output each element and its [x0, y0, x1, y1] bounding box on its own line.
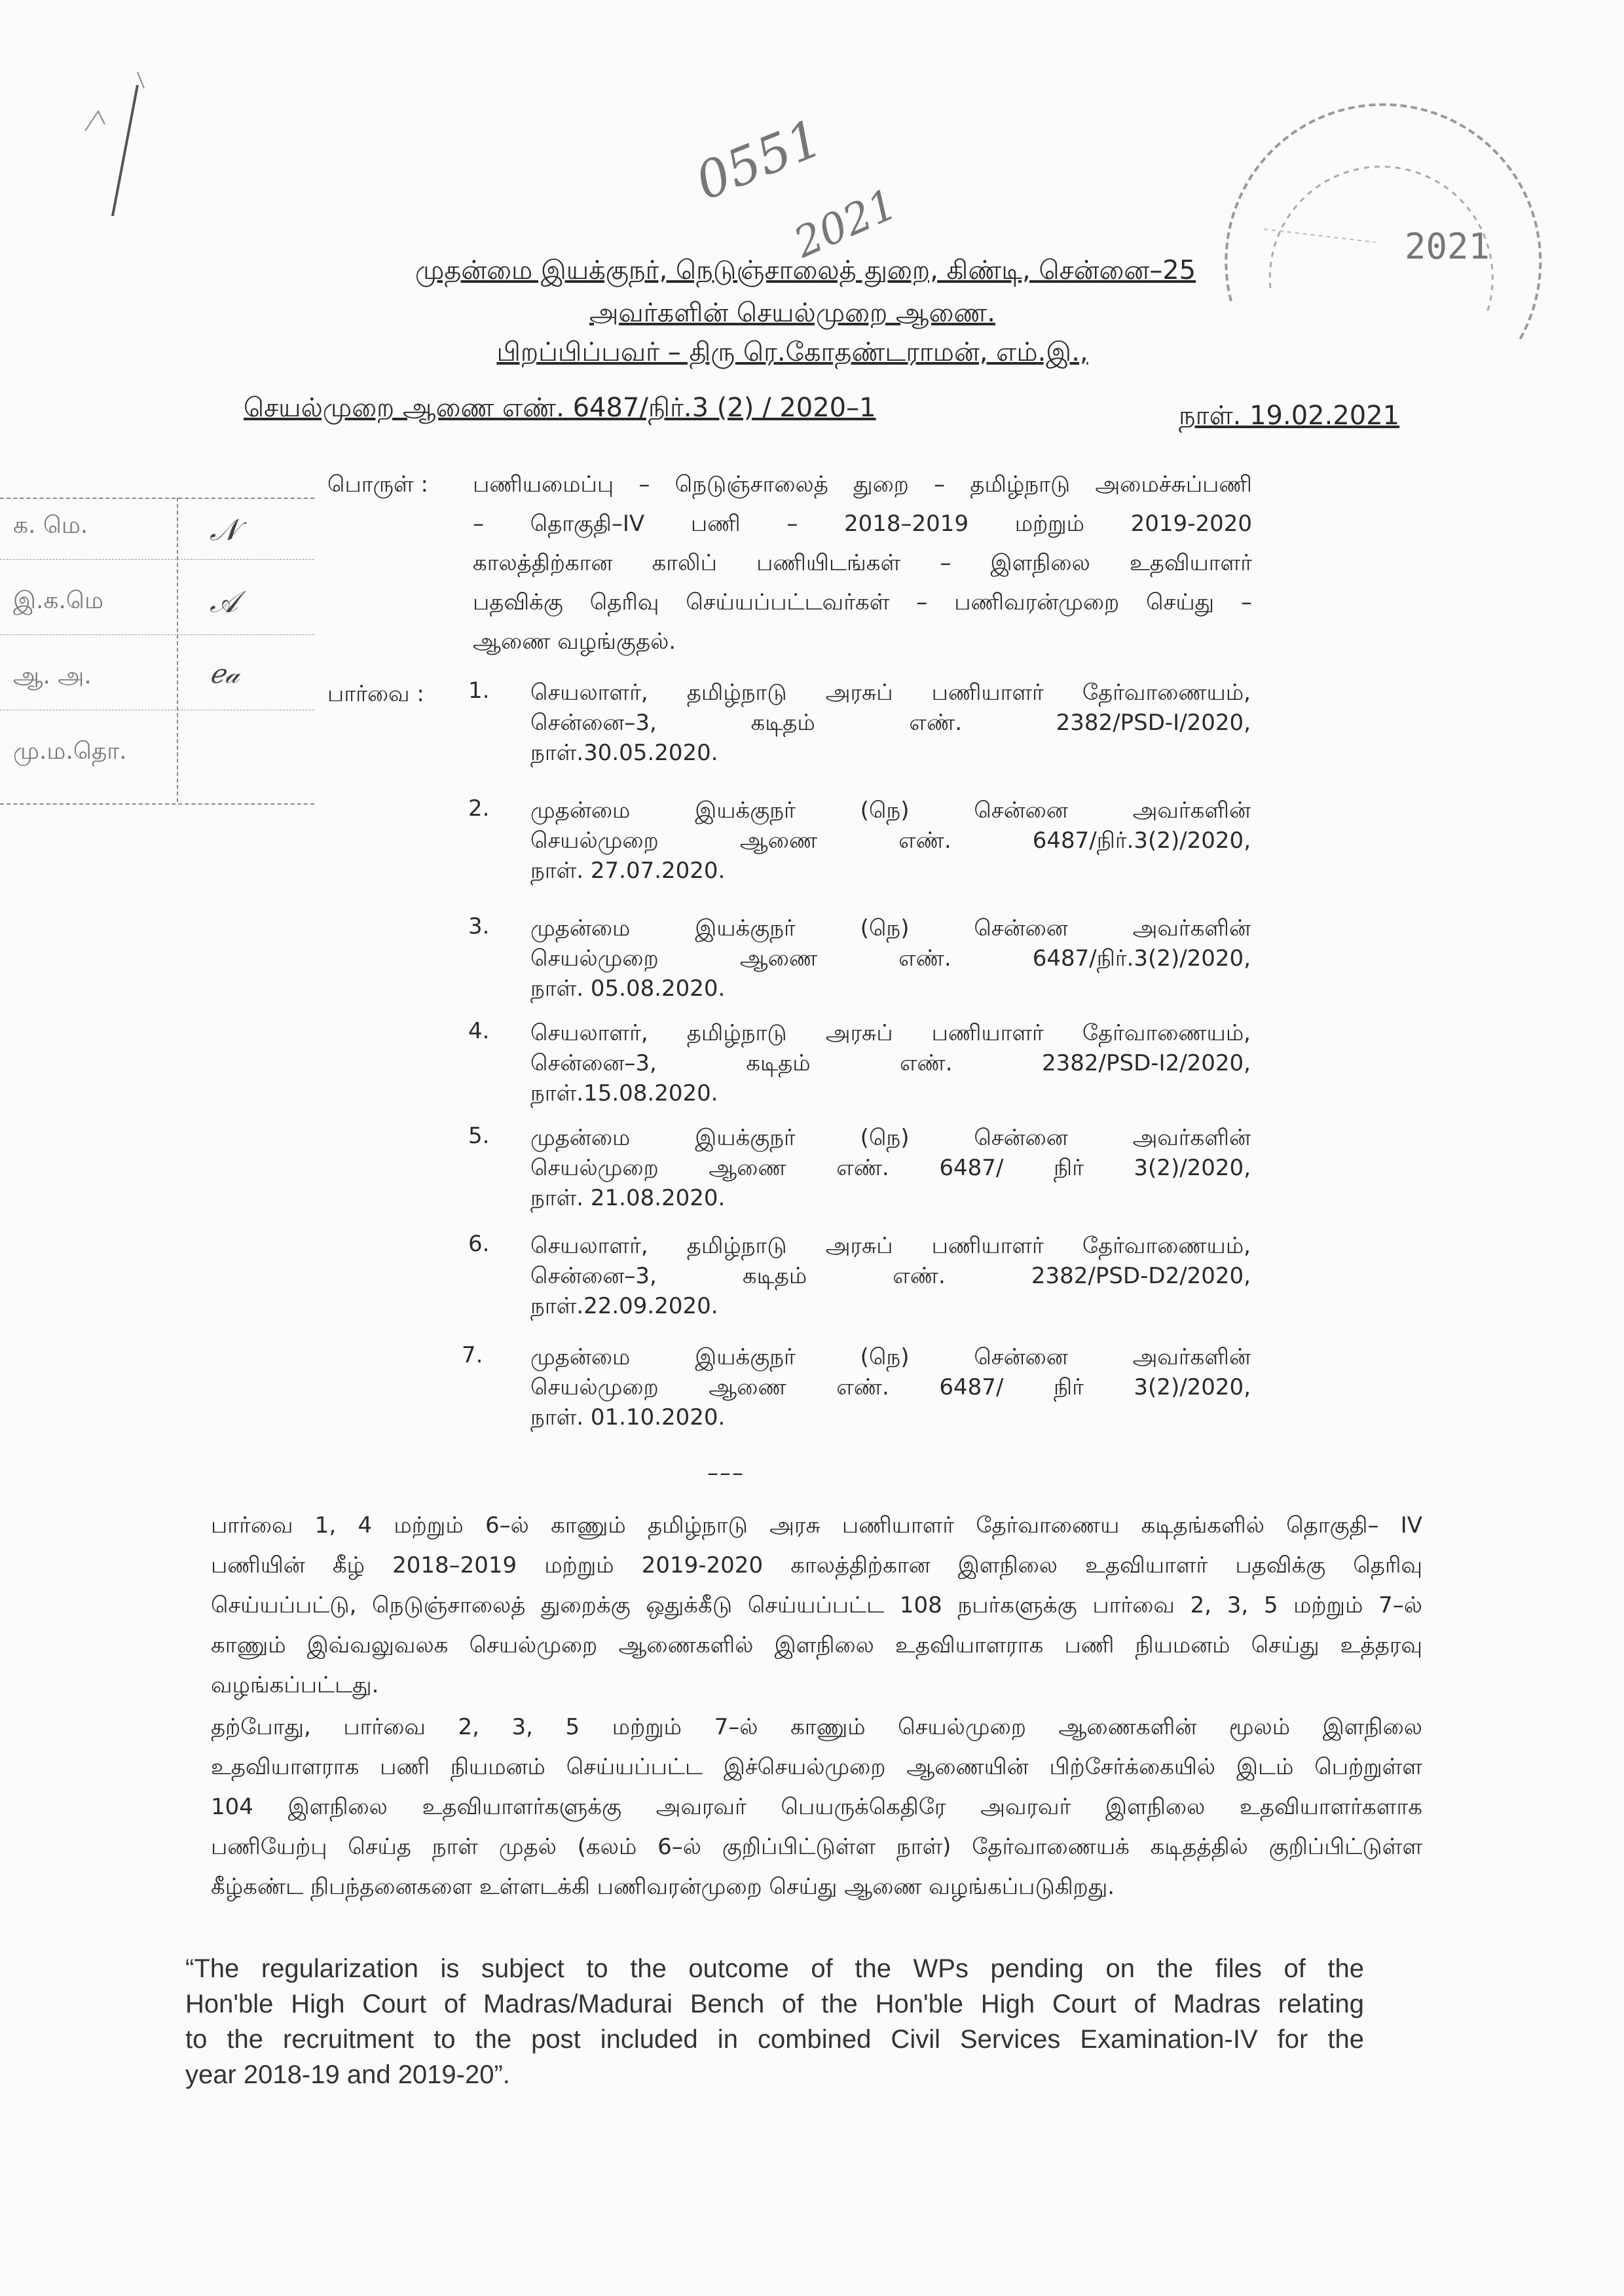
- reference-number: 3.: [468, 913, 490, 939]
- body-paragraph-2: தற்போது, பார்வை 2, 3, 5 மற்றும் 7–ல் காணும் செயல்முறை ஆணைகளின் மூலம் இளநிலை உதவியாளராக பணி நியமனம் செய்யப்பட்ட இச்செயல்முறை ஆணையின் பிற்சேர்க்கையில் இடம் பெற்றுள்ள 104 இளநிலை உதவியாளர்களுக்கு அவரவர் பெயருக்கெதிரே அவரவர் இளநிலை உதவியாளர்களாக பணியேற்பு செய்த நாள் முதல் (கலம் 6–ல் குறிப்பிட்டுள்ள நாள்) தேர்வாணையக் கடிதத்தில் குறிப்பிட்டுள்ள கீழ்கண்ட நிபந்தனைகளை உள்ளடக்கி பணிவரன்முறை செய்து ஆணை வழங்கப்படுகிறது.: [211, 1714, 1422, 1900]
- handwritten-number: 0551: [688, 109, 831, 212]
- subject-line: பதவிக்கு தெரிவு செய்யப்பட்டவர்கள் – பணிவரன்முறை செய்து –: [473, 589, 1252, 615]
- separator: –––: [707, 1460, 745, 1486]
- stamp-row-label: இ.க.மெ: [13, 587, 103, 614]
- margin-scribble: [39, 46, 170, 216]
- reference-item: முதன்மை இயக்குநர் (நெ) சென்னை அவர்களின் செயல்முறை ஆணை எண். 6487/நிர்.3(2)/2020, நாள். 27.07.2020.: [530, 797, 1251, 884]
- reference-number: 1.: [468, 678, 490, 704]
- handwritten-year: 2021: [786, 180, 904, 268]
- header-line-3: பிறப்பிப்பவர் – திரு ரெ.கோதண்டராமன், எம்.இ.,: [496, 337, 1088, 367]
- reference-item: முதன்மை இயக்குநர் (நெ) சென்னை அவர்களின் செயல்முறை ஆணை எண். 6487/நிர்.3(2)/2020, நாள். 05.08.2020.: [530, 915, 1251, 1002]
- reference-number: 2.: [468, 795, 490, 822]
- reference-item: செயலாளர், தமிழ்நாடு அரசுப் பணியாளர் தேர்வாணையம், சென்னை–3, கடிதம் எண். 2382/PSD-I/2020, நாள்.30.05.2020.: [530, 680, 1251, 766]
- initial-signature: ℯ𝒶: [210, 659, 240, 689]
- regularization-condition: “The regularization is subject to the outcome of the WPs pending on the files of the Hon'ble High Court of Madras/Madurai Bench of the Hon'ble High Court of Madras relating to the recruitment to the post included in combined Civil Services Examination-IV for the year 2018-19 and 2019-20”.: [185, 1954, 1364, 2089]
- subject-line: காலத்திற்கான காலிப் பணியிடங்கள் – இளநிலை உதவியாளர்: [473, 550, 1252, 576]
- subject-line: பணியமைப்பு – நெடுஞ்சாலைத் துறை – தமிழ்நாடு அமைச்சுப்பணி: [473, 471, 1252, 498]
- reference-item: முதன்மை இயக்குநர் (நெ) சென்னை அவர்களின் செயல்முறை ஆணை எண். 6487/ நிர் 3(2)/2020, நாள். 01.10.2020.: [530, 1344, 1251, 1430]
- header-line-2: அவர்களின் செயல்முறை ஆணை.: [589, 298, 995, 328]
- initial-signature: 𝒩: [210, 512, 239, 547]
- reference-item: செயலாளர், தமிழ்நாடு அரசுப் பணியாளர் தேர்வாணையம், சென்னை–3, கடிதம் எண். 2382/PSD-I2/2020, நாள்.15.08.2020.: [530, 1020, 1251, 1106]
- seal-year: 2021: [1405, 226, 1490, 267]
- subject-text: [473, 465, 1252, 661]
- subject-line: ஆணை வழங்குதல்.: [473, 629, 676, 655]
- reference-label: பார்வை :: [327, 681, 424, 707]
- order-date: நாள். 19.02.2021: [1179, 401, 1400, 431]
- subject-line: – தொகுதி–IV பணி – 2018–2019 மற்றும் 2019-2020: [473, 511, 1252, 537]
- office-stamp-box: [0, 498, 314, 805]
- order-number: செயல்முறை ஆணை எண். 6487/நிர்.3 (2) / 2020–1: [244, 393, 876, 423]
- subject-label: பொருள் :: [327, 471, 428, 498]
- stamp-box-divider: [177, 498, 178, 802]
- reference-item: செயலாளர், தமிழ்நாடு அரசுப் பணியாளர் தேர்வாணையம், சென்னை–3, கடிதம் எண். 2382/PSD-D2/2020, நாள்.22.09.2020.: [530, 1233, 1251, 1319]
- stamp-row-label: க. மெ.: [13, 512, 88, 539]
- stamp-row-label: ஆ. அ.: [13, 663, 92, 689]
- initial-signature: 𝒜: [210, 584, 238, 619]
- stamp-row-label: மு.ம.தொ.: [13, 738, 127, 765]
- reference-item: முதன்மை இயக்குநர் (நெ) சென்னை அவர்களின் செயல்முறை ஆணை எண். 6487/ நிர் 3(2)/2020, நாள். 21.08.2020.: [530, 1125, 1251, 1211]
- reference-number: 4.: [468, 1018, 490, 1044]
- reference-number: 5.: [468, 1123, 490, 1149]
- reference-number: 6.: [468, 1231, 490, 1257]
- header-line-1: முதன்மை இயக்குநர், நெடுஞ்சாலைத் துறை, கிண்டி, சென்னை–25: [415, 255, 1196, 285]
- body-paragraph-1: பார்வை 1, 4 மற்றும் 6–ல் காணும் தமிழ்நாடு அரசு பணியாளர் தேர்வாணைய கடிதங்களில் தொகுதி– IV பணியின் கீழ் 2018–2019 மற்றும் 2019-2020 காலத்திற்கான இளநிலை உதவியாளர் பதவிக்கு தெரிவு செய்யப்பட்டு, நெடுஞ்சாலைத் துறைக்கு ஒதுக்கீடு செய்யப்பட்ட 108 நபர்களுக்கு பார்வை 2, 3, 5 மற்றும் 7–ல் காணும் இவ்வலுவலக செயல்முறை ஆணைகளில் இளநிலை உதவியாளராக பணி நியமனம் செய்து உத்தரவு வழங்கப்பட்டது.: [211, 1512, 1422, 1698]
- reference-number: 7.: [462, 1342, 483, 1368]
